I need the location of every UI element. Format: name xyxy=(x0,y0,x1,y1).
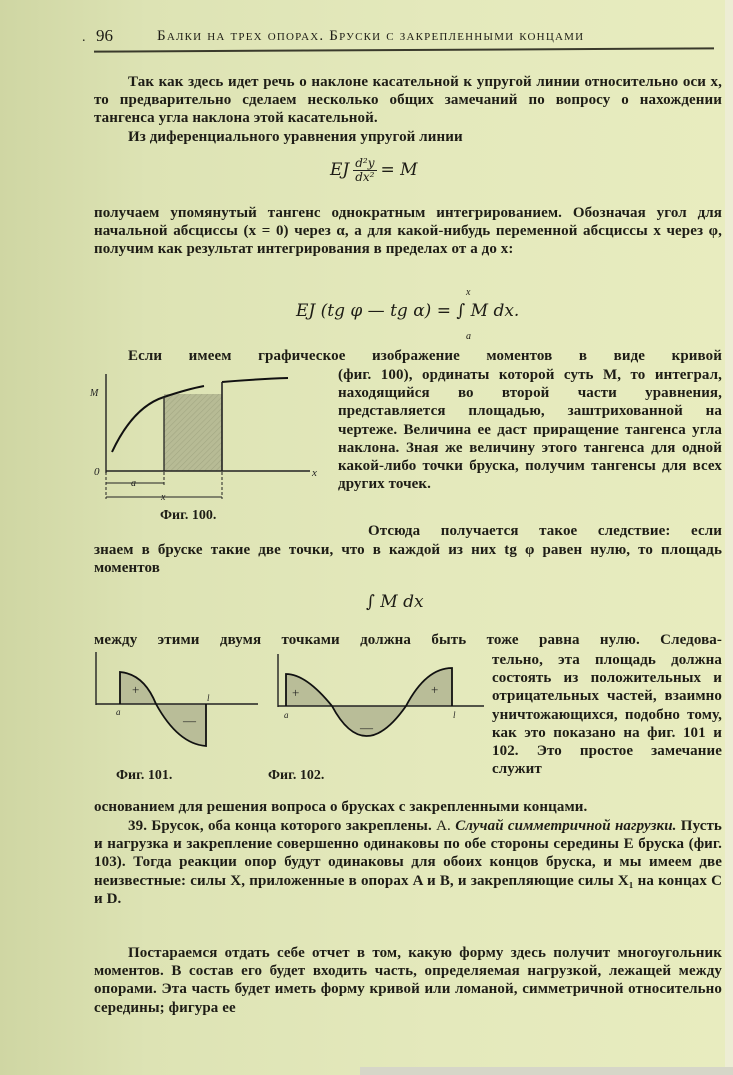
paragraph-integration: получаем упомянутый тангенс однократным интегрированием. Обозначая угол для начальной абсциссы (x = 0) через α, а для какой-нибудь переменной абсциссы x через φ, получим как результат интегрирования в пределах от a до x: xyxy=(94,205,722,258)
origin-label: 0 xyxy=(94,466,100,478)
header-mark: . xyxy=(82,30,86,45)
fraction-denominator: dx² xyxy=(355,170,375,184)
start-label: a xyxy=(116,707,121,717)
formula-tangent-integral: EJ (tg φ — tg α) = ∫ M dx. xyxy=(296,301,520,321)
section-title: Брусок, оба конца которого закреплены. xyxy=(151,818,432,834)
figure-101-caption: Фиг. 101. xyxy=(116,768,173,783)
header-rule xyxy=(94,47,714,52)
figure-100-caption: Фиг. 100. xyxy=(160,508,217,523)
y-axis-label: M xyxy=(90,388,99,399)
positive-sign: + xyxy=(132,682,140,697)
page-edge-right xyxy=(725,0,733,1075)
x-axis-label: x xyxy=(312,467,317,479)
paragraph-consequence-first-line: Отсюда получается такое следствие: если xyxy=(368,523,722,539)
fraction-numerator: d²y xyxy=(355,156,375,170)
running-header xyxy=(82,26,722,48)
running-title: Балки на трех опорах. Бруски с закрепленными концами xyxy=(157,28,585,44)
paragraph-graphic-first-line: Если имеем графическое изображение моментов в виде кривой xyxy=(128,348,722,364)
paragraph-zero-area-first-line: между этими двумя точками должна быть тоже равна нулю. Следова- xyxy=(94,632,722,648)
figure-100-moment-area xyxy=(88,372,328,507)
dimension-x: x xyxy=(161,492,166,503)
end-label: l xyxy=(453,710,456,720)
paragraph-equation-lead: Из диференциального уравнения упругой линии xyxy=(128,129,463,145)
section-case-label: А. xyxy=(436,818,451,834)
section-number: 39. xyxy=(128,818,148,834)
formula-ej: EJ xyxy=(330,160,350,180)
positive-sign-right: + xyxy=(431,682,439,697)
fraction-d2y-dx2 xyxy=(353,157,376,184)
positive-sign-left: + xyxy=(292,685,300,700)
section-case-title: Случай симметричной нагрузки. xyxy=(455,818,677,834)
page-number: 96 xyxy=(96,26,113,45)
page-edge-bottom xyxy=(360,1067,733,1075)
negative-sign: — xyxy=(360,720,373,735)
paragraph-zero-area-last-line: основанием для решения вопроса о брусках с закрепленными концами. xyxy=(94,799,588,815)
paragraph-graphic-wrapped: (фиг. 100), ординаты которой суть M, то интеграл, находящийся во второй части уравнения, представляется площадью, заштрихованной на чертеже. Величина ее даст приращение тангенса угла наклона. Зная же величину этого тангенса для одной какой-либо точки бруска, получим тангенсы для всех других точек. xyxy=(338,367,722,493)
formula-elastic-line xyxy=(330,157,418,184)
dimension-a: a xyxy=(131,478,136,489)
section-39-paragraph xyxy=(94,817,722,908)
figure-102-moment-diagram xyxy=(276,654,488,754)
formula-moment-area: ∫ M dx xyxy=(366,592,424,612)
figure-102-caption: Фиг. 102. xyxy=(268,768,325,783)
end-label: l xyxy=(207,693,210,703)
negative-sign: — xyxy=(183,713,196,728)
integral-lower-limit: a xyxy=(466,331,471,342)
section-body: Пусть и нагрузка и закрепление совершенно одинаковы по обе стороны середины E бруска (фиг. 103). Тогда реакции опор будут одинаковы для обоих концов бруска, и мы имеем две неизвестные: силы X, приложенные в опорах A и B, и закрепляющие силы X₁ на концах C и D. xyxy=(94,818,722,907)
paragraph-moment-polygon: Постараемся отдать себе отчет в том, какую форму здесь получит многоугольник моментов. В состав его будет входить часть, определяемая нагрузкой, лежащей между опорами. Эта часть будет иметь форму кривой или ломаной, симметричной относительно середины; фигура ее xyxy=(94,945,722,1016)
paragraph-zero-area-wrapped: тельно, эта площадь должна состоять из положительных и отрицательных частей, взаимно уничтожающихся, подобно тому, как это показано на фиг. 101 и 102. Это простое замечание служит xyxy=(492,652,722,778)
formula-rhs: = M xyxy=(380,160,418,180)
paragraph-intro: Так как здесь идет речь о наклоне касательной к упругой линии относительно оси x, то предварительно сделаем несколько общих замечаний по вопросу о нахождении тангенса угла наклона этой касательной. xyxy=(94,74,722,127)
integral-upper-limit: x xyxy=(466,287,471,298)
start-label: a xyxy=(284,710,289,720)
figure-101-moment-diagram xyxy=(86,648,262,748)
paragraph-consequence: знаем в бруске такие две точки, что в каждой из них tg φ равен нулю, то площадь моментов xyxy=(94,542,722,577)
